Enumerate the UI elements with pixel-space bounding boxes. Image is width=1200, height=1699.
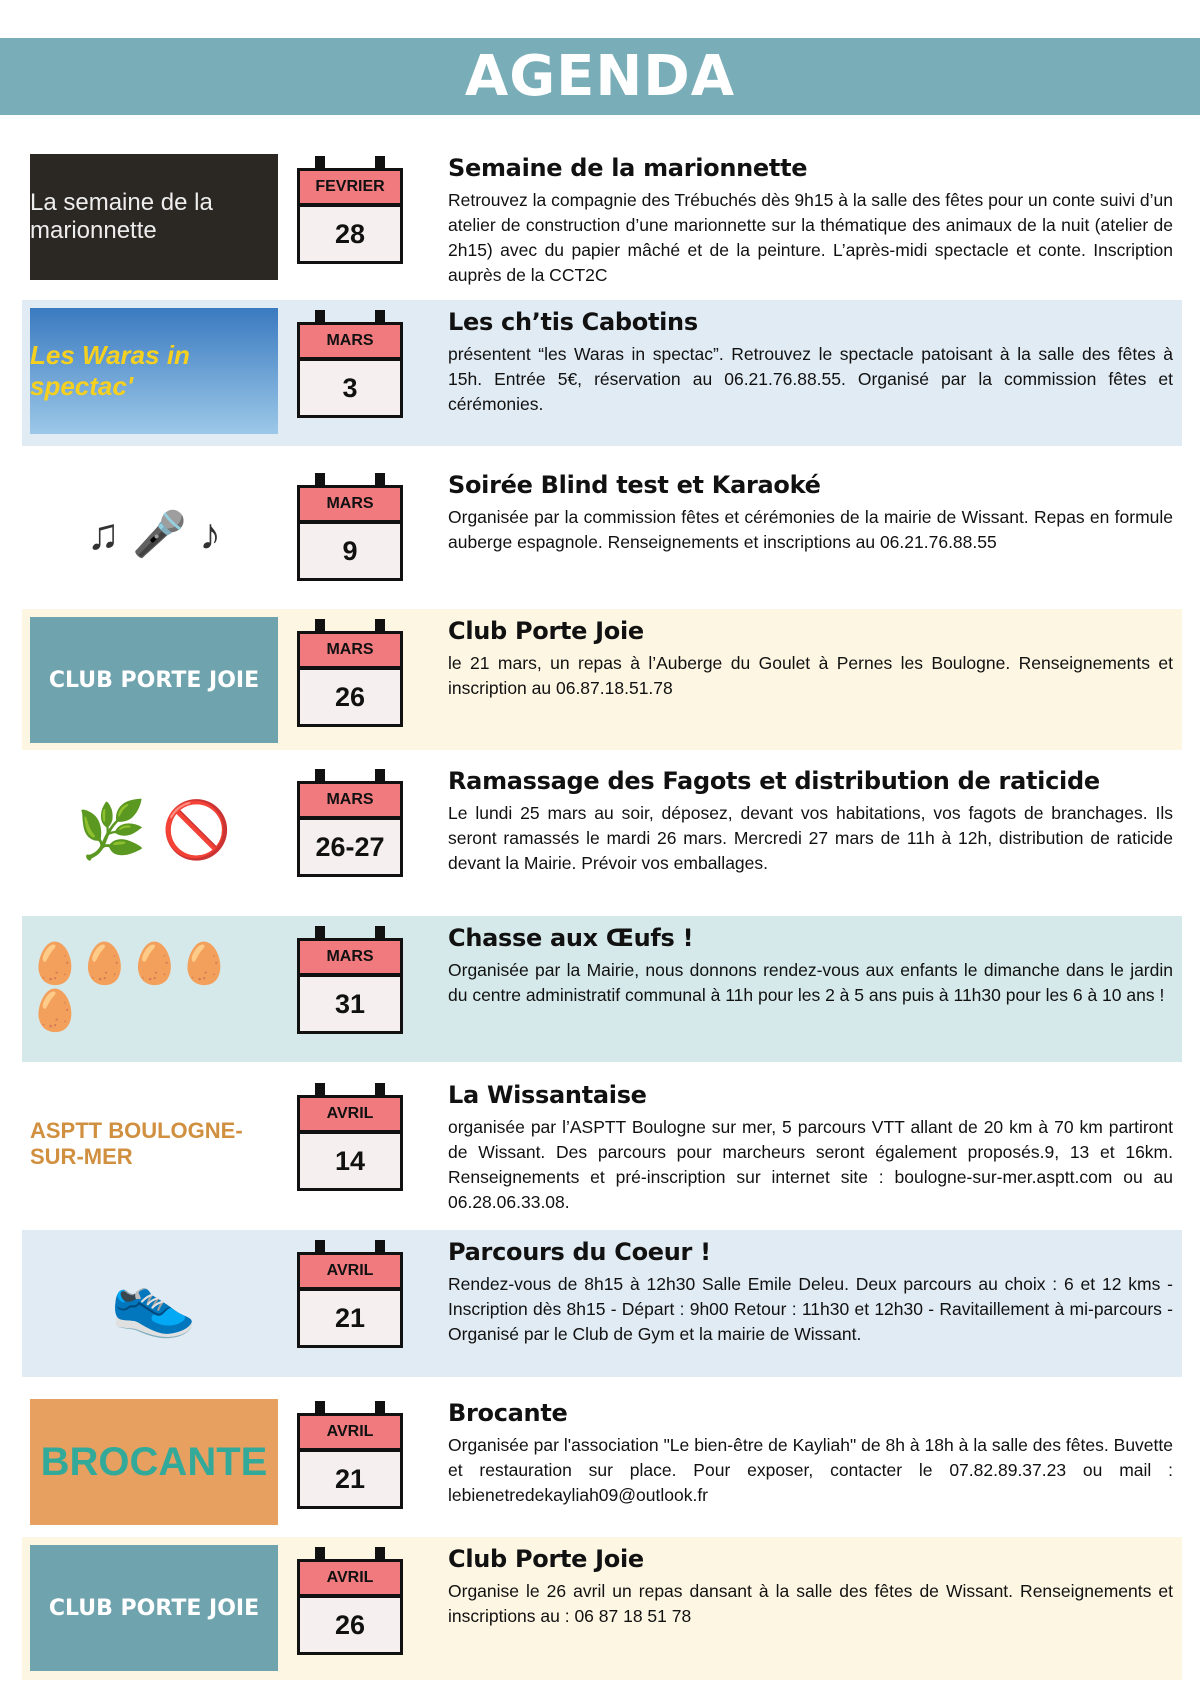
event-title: Club Porte Joie	[448, 1545, 644, 1573]
event-image	[30, 617, 278, 743]
event-row	[22, 1073, 1182, 1220]
event-month: MARS	[326, 332, 374, 349]
event-image-label: BROCANTE	[40, 1439, 268, 1484]
calendar-icon	[297, 1083, 403, 1191]
event-row	[22, 1230, 1182, 1377]
agenda-header	[0, 38, 1200, 115]
calendar-icon	[297, 156, 403, 264]
event-description: Retrouvez la compagnie des Trébuchés dès 9h15 à la salle des fêtes pour un conte suivi d’un atelier de construction d’une marionnette sur la thématique des animaux de la nuit (atelier de 2h15) avec du papier mâché et de la peinture. L’après-midi spectacle et conte. Inscription auprès de la CCT2C	[448, 190, 1173, 285]
event-month: MARS	[326, 641, 374, 658]
calendar-icon	[297, 926, 403, 1034]
event-image	[30, 1399, 278, 1525]
event-description: Le lundi 25 mars au soir, déposez, devant vos habitations, vos fagots de branchages. Ils seront ramassés le mardi 26 mars. Mercredi 27 mars de 11h à 12h, distribution de raticide devant la Mairie. Prévoir vos emballages.	[448, 803, 1173, 873]
event-title: Parcours du Coeur !	[448, 1238, 711, 1266]
event-row	[22, 1537, 1182, 1680]
event-image	[30, 308, 278, 434]
event-row	[22, 759, 1182, 905]
page-title: AGENDA	[464, 44, 736, 109]
event-title: Les ch’tis Cabotins	[448, 308, 698, 336]
event-day: 26-27	[315, 831, 385, 862]
event-title: Ramassage des Fagots et distribution de raticide	[448, 767, 1100, 795]
event-month: AVRIL	[326, 1262, 374, 1279]
event-title: Soirée Blind test et Karaoké	[448, 471, 821, 499]
event-row	[22, 463, 1182, 596]
event-image	[30, 1238, 278, 1364]
event-description: Organisée par la Mairie, nous donnons rendez-vous aux enfants le dimanche dans le jardin du centre administratif communal à 11h pour les 2 à 5 ans puis à 11h30 pour les 6 à 10 ans !	[448, 960, 1173, 1005]
event-description: organisée par l’ASPTT Boulogne sur mer, 5 parcours VTT allant de 20 km à 70 km partiront de Wissant. Des parcours pour marcheurs seront également proposés.9, 13 et 16km. Renseignements et pré-inscription sur internet site : boulogne-sur-mer.asptt.com ou au 06.28.06.33.08.	[448, 1117, 1173, 1212]
event-image	[30, 1545, 278, 1671]
event-image-label: La semaine de la marionnette	[30, 189, 213, 244]
event-description: Organisée par l'association "Le bien-être de Kayliah" de 8h à 18h à la salle des fêtes. Buvette et restauration sur place. Pour exposer, contacter le 07.82.89.37.23 ou mail : lebienetredekayliah09@outlook.fr	[448, 1435, 1173, 1505]
event-month: AVRIL	[326, 1569, 374, 1586]
event-description: Organisée par la commission fêtes et cérémonies de la mairie de Wissant. Repas en formule auberge espagnole. Renseignements et inscriptions au 06.21.76.88.55	[448, 507, 1173, 552]
event-description: présentent “les Waras in spectac”. Retrouvez le spectacle patoisant à la salle des fêtes à 15h. Entrée 5€, réservation au 06.21.76.88.55. Organisé par la commission fêtes et cérémonies.	[448, 344, 1173, 414]
event-image-label: CLUB PORTE JOIE	[48, 1595, 260, 1621]
event-image-label: CLUB PORTE JOIE	[48, 667, 260, 693]
calendar-icon	[297, 310, 403, 418]
event-description: Organise le 26 avril un repas dansant à la salle des fêtes de Wissant. Renseignements et inscriptions au : 06 87 18 51 78	[448, 1581, 1173, 1626]
event-image	[30, 471, 278, 597]
event-title: Chasse aux Œufs !	[448, 924, 694, 952]
calendar-icon	[297, 619, 403, 727]
event-row	[22, 916, 1182, 1062]
event-row	[22, 1391, 1182, 1523]
calendar-icon	[297, 1240, 403, 1348]
event-title: Semaine de la marionnette	[448, 154, 808, 182]
event-title: La Wissantaise	[448, 1081, 647, 1109]
calendar-icon	[297, 1547, 403, 1655]
event-day: 21	[334, 1463, 366, 1494]
event-row	[22, 300, 1182, 446]
event-image-label: 🥚🥚🥚🥚🥚	[30, 942, 230, 1033]
event-day: 28	[334, 218, 366, 249]
event-day: 26	[334, 1609, 366, 1640]
calendar-icon	[297, 1401, 403, 1509]
event-day: 31	[334, 988, 366, 1019]
event-day: 3	[342, 372, 358, 403]
event-day: 14	[334, 1145, 366, 1176]
event-image-label: ASPTT BOULOGNE-SUR-MER	[30, 1118, 243, 1169]
event-image-label: Les Waras in spectac'	[30, 340, 190, 401]
calendar-icon	[297, 769, 403, 877]
event-description: Rendez-vous de 8h15 à 12h30 Salle Emile Deleu. Deux parcours au choix : 6 et 12 kms - Inscription dès 8h15 - Départ : 9h00 Retour : 11h30 et 12h30 - Ravitaillement à mi-parcours - Organisé par le Club de Gym et la mairie de Wissant.	[448, 1274, 1173, 1344]
event-image	[30, 767, 278, 893]
calendar-icon	[297, 473, 403, 581]
event-image	[30, 1081, 278, 1207]
event-image-label: ♫ 🎤 ♪	[86, 510, 222, 559]
event-description: le 21 mars, un repas à l’Auberge du Goulet à Pernes les Boulogne. Renseignements et inscription au 06.87.18.51.78	[448, 653, 1173, 698]
event-image	[30, 154, 278, 280]
event-day: 9	[342, 535, 358, 566]
event-day: 26	[334, 681, 366, 712]
event-month: AVRIL	[326, 1105, 374, 1122]
event-month: MARS	[326, 948, 374, 965]
event-row	[22, 609, 1182, 750]
event-image	[30, 924, 278, 1050]
event-image-label: 🌿 🚫	[76, 798, 232, 861]
event-month: MARS	[326, 495, 374, 512]
event-month: FEVRIER	[315, 178, 385, 195]
event-month: MARS	[326, 791, 374, 808]
event-day: 21	[334, 1302, 366, 1333]
event-month: AVRIL	[326, 1423, 374, 1440]
event-title: Brocante	[448, 1399, 568, 1427]
event-image-label: 👟	[110, 1261, 198, 1339]
event-row	[22, 146, 1182, 284]
event-title: Club Porte Joie	[448, 617, 644, 645]
